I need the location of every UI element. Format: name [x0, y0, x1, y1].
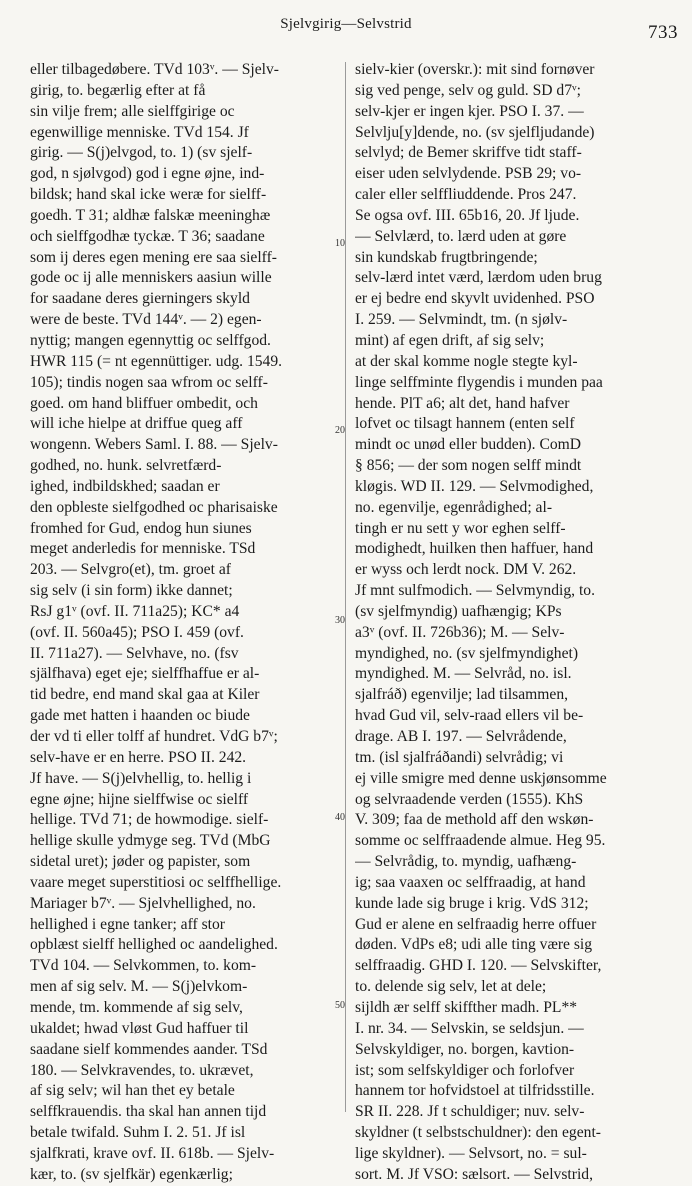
text-line: § 856; — der som nogen selff mindt — [355, 457, 582, 475]
text-line: den opbleste sielfgodhed oc pharisaiske — [30, 498, 278, 516]
text-line: sijldh ær selff skiffther madh. PL** — [355, 998, 578, 1016]
text-line: hannem tor hofvidstoel at tilfridsstille. — [355, 1082, 595, 1100]
text-line: Se ogsa ovf. III. 65b16, 20. Jf ljude. — [355, 206, 580, 224]
text-line: 203. — Selvgro(et), tm. groet af — [30, 561, 231, 579]
text-line: hellige skulle ydmyge seg. TVd (MbG — [30, 832, 271, 850]
text-line: af sig selv; wil han thet ey betale — [30, 1082, 235, 1100]
text-line: sjalfkrati, krave ovf. II. 618b. — Sjelv- — [30, 1144, 275, 1162]
text-line: sjalfráð) egenvilje; lad tilsammen, — [355, 686, 569, 704]
text-line: for saadane deres gierningers skyld — [30, 290, 250, 308]
text-line: er wyss och lerdt nock. DM V. 262. — [355, 561, 577, 579]
text-line: somme oc selffraadende almue. Heg 95. — [355, 832, 606, 850]
text-line: sig ved penge, selv og guld. SD d7ᵛ; — [355, 81, 581, 99]
line-number-40: 40 — [335, 812, 345, 823]
line-number-10: 10 — [335, 238, 345, 249]
text-line: — Selvlærd, to. lærd uden at gøre — [355, 227, 567, 245]
text-line: caler eller selffliuddende. Pros 247. — [355, 186, 577, 204]
text-line: no. egenvilje, egenrådighed; al- — [355, 498, 553, 516]
text-line: goedh. T 31; aldhæ falskæ meeninghæ — [30, 206, 271, 224]
text-line: ukaldet; hwad vløst Gud haffuer til — [30, 1019, 249, 1037]
text-line: tingh er nu sett y wor eghen selff- — [355, 519, 566, 537]
text-line: will iche hielpe at driffue queg aff — [30, 415, 243, 433]
text-line: bildsk; hand skal icke weræ for sielff- — [30, 186, 267, 204]
text-line: Selvskyldiger, no. borgen, kavtion- — [355, 1040, 575, 1058]
page-number: 733 — [648, 22, 678, 43]
text-line: Gud er alene en selfraadig herre offuer — [355, 915, 597, 933]
text-line: selffraadig. GHD I. 120. — Selvskifter, — [355, 957, 602, 975]
text-line: ighed, indbildskhed; saadan er — [30, 477, 220, 495]
text-line: (sv sjelfmyndig) uafhængig; KPs — [355, 602, 562, 620]
text-line: nyttig; mangen egennyttig oc selffgod. — [30, 331, 271, 349]
text-line: sielv-kier (overskr.): mit sind fornøver — [355, 61, 595, 78]
text-line: were de beste. TVd 144ᵛ. — 2) egen- — [30, 311, 262, 329]
text-line: meget anderledis for menniske. TSd — [30, 540, 256, 558]
text-line: HWR 115 (= nt egennüttiger. udg. 1549. — [30, 352, 283, 370]
text-line: girig. — S(j)elvgod, to. 1) (sv sjelf- — [30, 144, 253, 162]
text-line: II. 711a27). — Selvhave, no. (fsv — [30, 644, 239, 662]
text-line: hvad Gud vil, selv-raad ellers vil be- — [355, 707, 584, 725]
text-line: (ovf. II. 560a45); PSO I. 459 (ovf. — [30, 623, 244, 641]
text-line: døden. VdPs e8; udi alle ting være sig — [355, 936, 593, 954]
text-line: Jf mnt sulfmodich. — Selvmyndig, to. — [355, 582, 595, 600]
text-line: kløgis. WD II. 129. — Selvmodighed, — [355, 477, 594, 495]
text-line: drage. AB I. 197. — Selvrådende, — [355, 728, 567, 745]
text-line: selv-lærd intet værd, lærdom uden brug — [355, 269, 602, 287]
text-line: mende, tm. kommende af sig selv, — [30, 998, 243, 1016]
text-line: kær, to. (sv sjelfkär) egenkærlig; — [30, 1165, 233, 1183]
text-line: selv-kjer er ingen kjer. PSO I. 37. — — [355, 102, 584, 120]
text-line: goed. om hand bliffuer ombedit, och — [30, 394, 258, 412]
text-line: kunde lade sig bruge i krig. VdS 312; — [355, 894, 589, 912]
text-line: TVd 104. — Selvkommen, to. kom- — [30, 957, 257, 975]
text-line: godhed, no. hunk. selvretfærd- — [30, 457, 222, 475]
text-line: to. delende sig selv, let at dele; — [355, 978, 547, 996]
text-line: opblæst sielff hellighed oc aandelighed. — [30, 936, 278, 954]
text-line: selv-have er en herre. PSO II. 242. — [30, 748, 247, 766]
text-line: sort. M. Jf VSO: sælsort. — Selvstrid, — [355, 1165, 593, 1183]
left-column — [30, 60, 330, 1186]
text-line: mindt oc unød eller budden). ComD — [355, 436, 582, 454]
text-line: I. 259. — Selvmindt, tm. (n sjølv- — [355, 311, 568, 329]
text-line: mint) af egen drift, af sig selv; — [355, 331, 545, 349]
text-line: myndighed, no. (sv sjelfmyndighet) — [355, 644, 579, 662]
text-line: girig, to. begærlig efter at få — [30, 81, 206, 99]
text-line: Selvlju[y]dende, no. (sv sjelfljudande) — [355, 123, 595, 141]
text-line: fromhed for Gud, endog hun siunes — [30, 519, 252, 537]
text-line: eiser uden selvlydende. PSB 29; vo- — [355, 165, 582, 183]
text-line: och sielffgodhæ tyckæ. T 36; saadane — [30, 227, 265, 245]
text-line: 105); tindis nogen saa wfrom oc selff- — [30, 373, 268, 391]
text-line: er ej bedre end skyvlt uvidenhed. PSO — [355, 290, 595, 308]
running-title: Sjelvgirig—Selvstrid — [280, 16, 412, 32]
line-number-20: 20 — [335, 425, 345, 436]
text-line: a3ᵛ (ovf. II. 726b36); M. — Selv- — [355, 623, 565, 641]
text-line: tm. (isl sjalfráðandi) selvrådig; vi — [355, 748, 564, 766]
text-line: ig; saa vaaxen oc selffraadig, at hand — [355, 873, 586, 891]
text-line: V. 309; faa de methold aff den wskøn- — [355, 811, 594, 829]
text-line: saadane sielf kommendes aander. TSd — [30, 1040, 268, 1058]
text-line: lige skyldner). — Selvsort, no. = sul- — [355, 1144, 587, 1162]
text-line: og selvraadende verden (1555). KhS — [355, 790, 584, 808]
text-line: Mariager b7ᵛ. — Sjelvhellighed, no. — [30, 894, 256, 912]
text-line: linge selffminte flygendis i munden paa — [355, 373, 603, 391]
column-divider — [345, 62, 346, 1112]
text-line: sin kundskab frugtbringende; — [355, 248, 538, 266]
text-line: sig selv (i sin form) ikke dannet; — [30, 582, 233, 600]
text-line: — Selvrådig, to. myndig, uafhæng- — [355, 853, 577, 871]
text-line: hende. PlT a6; alt det, hand hafver — [355, 394, 570, 412]
line-number-50: 50 — [335, 1000, 345, 1011]
text-line: der vd ti eller tolff af hundret. VdG b7ᵛ; — [30, 728, 278, 745]
text-line: wongenn. Webers Saml. I. 88. — Sjelv- — [30, 436, 278, 454]
text-line: sin vilje frem; alle sielffgirige oc — [30, 102, 235, 120]
text-line: själfhava) eget eje; sielffhaffue er al- — [30, 665, 260, 683]
text-line: som ij deres egen mening ere saa sielff- — [30, 248, 277, 266]
text-line: lofvet oc tilsagt hannem (enten self — [355, 415, 575, 433]
text-line: selvlyd; de Bemer skriffve tidt staff- — [355, 144, 582, 162]
right-column — [355, 60, 675, 1186]
line-number-30: 30 — [335, 615, 345, 626]
text-line: I. nr. 34. — Selvskin, se seldsjun. — — [355, 1019, 584, 1037]
text-line: egne øjne; hijne sielffwise oc sielff — [30, 790, 249, 808]
text-line: egenwillige menniske. TVd 154. Jf — [30, 123, 249, 141]
text-line: selffkrauendis. tha skal han annen tijd — [30, 1103, 267, 1121]
text-line: 180. — Selvkravendes, to. ukrævet, — [30, 1061, 254, 1079]
text-line: hellighed i egne tanker; aff stor — [30, 915, 225, 933]
text-line: men af sig selv. M. — S(j)elvkom- — [30, 978, 248, 996]
text-line: Jf have. — S(j)elvhellig, to. hellig i — [30, 769, 252, 787]
text-line: hellige. TVd 71; de howmodige. sielf- — [30, 811, 269, 829]
page-header — [0, 6, 692, 43]
text-line: myndighed. M. — Selvråd, no. isl. — [355, 665, 572, 683]
text-line: at der skal komme nogle stegte kyl- — [355, 352, 578, 370]
text-line: ej ville smigre med denne uskjønsomme — [355, 769, 607, 787]
text-line: SR II. 228. Jf t schuldiger; nuv. selv- — [355, 1103, 585, 1121]
text-line: tid bedre, end mand skal gaa at Kiler — [30, 686, 260, 704]
text-line: eller tilbagedøbere. TVd 103ᵛ. — Sjelv- — [30, 61, 279, 78]
text-line: betale twifald. Suhm I. 2. 51. Jf isl — [30, 1124, 246, 1142]
text-line: sidetal uret); jøder og papister, som — [30, 853, 251, 871]
text-line: RsJ g1ᵛ (ovf. II. 711a25); KC* a4 — [30, 602, 240, 620]
text-line: gode oc ij alle menniskers aasiun wille — [30, 269, 272, 287]
text-line: gade met hatten i haanden oc biude — [30, 707, 250, 725]
text-line: vaare meget superstitiosi oc selffhellige. — [30, 873, 282, 891]
text-line: ist; som selfskyldiger och forlofver — [355, 1061, 575, 1079]
text-line: skyldner (t selbstschuldner): den egent- — [355, 1124, 601, 1142]
text-line: god, n sjølvgod) god i egne øjne, ind- — [30, 165, 265, 183]
text-line: modighedt, huilken then haffuer, hand — [355, 540, 594, 558]
